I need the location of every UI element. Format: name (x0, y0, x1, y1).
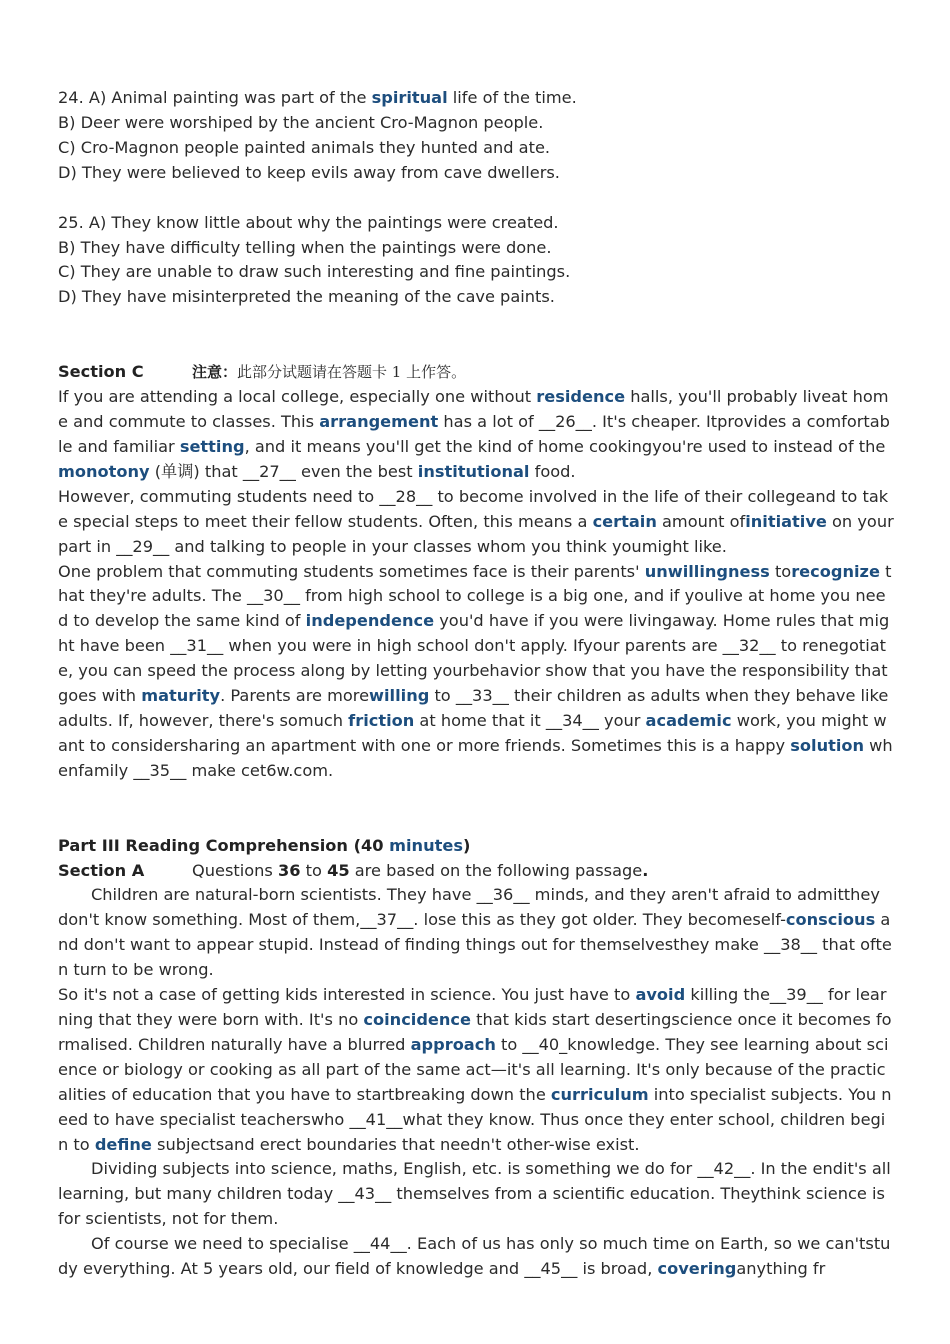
q24-option-b: B) Deer were worshiped by the ancient Cro-Magnon people. (58, 112, 544, 132)
q25-option-d: D) They have misinterpreted the meaning of the cave paints. (58, 287, 555, 307)
keyword: solution (790, 735, 865, 755)
q25-option-c: C) They are unable to draw such interesting and fine paintings. (58, 262, 571, 282)
keyword: initiative (745, 511, 827, 531)
section-c-note: 此部分试题请在答题卡 1 上作答。 (237, 363, 467, 382)
q25-option-b: B) They have difficulty telling when the paintings were done. (58, 237, 552, 257)
part-iii-title: Part III Reading Comprehension (40 minutes) (58, 835, 471, 855)
q24-option-a: 24. A) Animal painting was part of the spiritual life of the time. (58, 88, 577, 107)
keyword: recognize (791, 561, 880, 581)
passage-paragraph-1: Children are natural-born scientists. They have __36__ minds, and they aren't afraid to admitthey don't know something. Most of them,__37__. lose this as they got older. They becomeself-conscious and don't want to appear stupid. Instead of finding things out for themselvesthey make __38__ that often turn to be wrong. (58, 885, 892, 980)
passage-paragraph-3: Dividing subjects into science, maths, English, etc. is something we do for __42__. In the endit's all learning, but many children today __43__ themselves from a scientific education. Theythink science is for scientists, not for them. (58, 1159, 891, 1229)
keyword: setting (179, 436, 245, 456)
keyword: residence (536, 387, 626, 407)
keyword: maturity (141, 686, 221, 706)
keyword: institutional (417, 461, 530, 481)
keyword: coincidence (363, 1010, 472, 1029)
keyword: curriculum (550, 1084, 649, 1104)
section-a-heading: Section A Questions 36 to 45 are based on the following passage. (58, 859, 894, 884)
keyword: unwillingness (644, 561, 770, 581)
keyword: covering (657, 1259, 737, 1279)
passage-paragraph-2: So it's not a case of getting kids interested in science. You just have to avoid killing the__39__ for learning that they were born with. It's no coincidence that kids start desertingscience once it becomes formalised. Children naturally have a blurred approach to __40_knowledge. They see learning about science or biology or cooking as all part of the same act—it's all learning. It's only because of the practicalities of education that you have to startbreaking down the curriculum into specialist subjects. You need to have specialist teacherswho __41__what they know. Thus once they enter school, children begin to define subjectsand erect boundaries that needn't other-wise exist. (58, 985, 892, 1154)
keyword: independence (305, 611, 435, 631)
keyword: academic (645, 710, 732, 730)
keyword: spiritual (371, 88, 448, 107)
keyword: willing (369, 686, 430, 706)
keyword: conscious (785, 910, 876, 930)
keyword: arrangement (319, 412, 439, 432)
keyword: monotony (58, 461, 150, 481)
q24-option-d: D) They were believed to keep evils away from cave dwellers. (58, 162, 560, 182)
passage-paragraph-4: Of course we need to specialise __44__. Each of us has only so much time on Earth, so we can'tstudy everything. At 5 years old, our field of knowledge and __45__ is broad, coveringanything fr (58, 1234, 891, 1279)
section-c-paragraph-3: One problem that commuting students sometimes face is their parents' unwillingness torecognize that they're adults. The __30__ from high school to college is a big one, and if youlive at home you need to develop the same kind of independence you'd have if you were livingaway. Home rules that might have been __31__ when you were in high school don't apply. Ifyour parents are __32__ to renegotiate, you can speed the process along by letting yourbehavior show that you have the responsibility that goes with maturity. Parents are morewilling to __33__ their children as adults when they behave like adults. If, however, there's somuch friction at home that it __34__ your academic work, you might want to considersharing an apartment with one or more friends. Sometimes this is a happy solution whenfamily __35__ make cet6w.com. (58, 561, 893, 780)
section-c-note-bold: 注意： (192, 363, 238, 382)
keyword: certain (592, 511, 657, 531)
keyword: define (94, 1134, 152, 1154)
section-c-heading (58, 360, 894, 385)
section-c-label: Section C (58, 362, 144, 382)
keyword: friction (348, 710, 415, 730)
section-a-label: Section A (58, 860, 145, 880)
document-page (58, 86, 894, 1282)
keyword: minutes (389, 835, 463, 855)
q24-option-c: C) Cro-Magnon people painted animals they hunted and ate. (58, 137, 551, 157)
q25-option-a: 25. A) They know little about why the paintings were created. (58, 212, 559, 232)
keyword: avoid (635, 985, 686, 1005)
section-c-paragraph-2: However, commuting students need to __28__ to become involved in the life of their collegeand to take special steps to meet their fellow students. Often, this means a certain amount ofinitiative on your part in __29__ and talking to people in your classes whom you think youmight like. (58, 486, 894, 556)
section-c-paragraph-1: If you are attending a local college, especially one without residence halls, you'll probably liveat home and commute to classes. This arrangement has a lot of __26__. It's cheaper. Itprovides a comfortable and familiar setting, and it means you'll get the kind of home cookingyou're used to instead of the monotony (单调) that __27__ even the best institutional food. (58, 387, 890, 481)
keyword: approach (410, 1034, 496, 1054)
